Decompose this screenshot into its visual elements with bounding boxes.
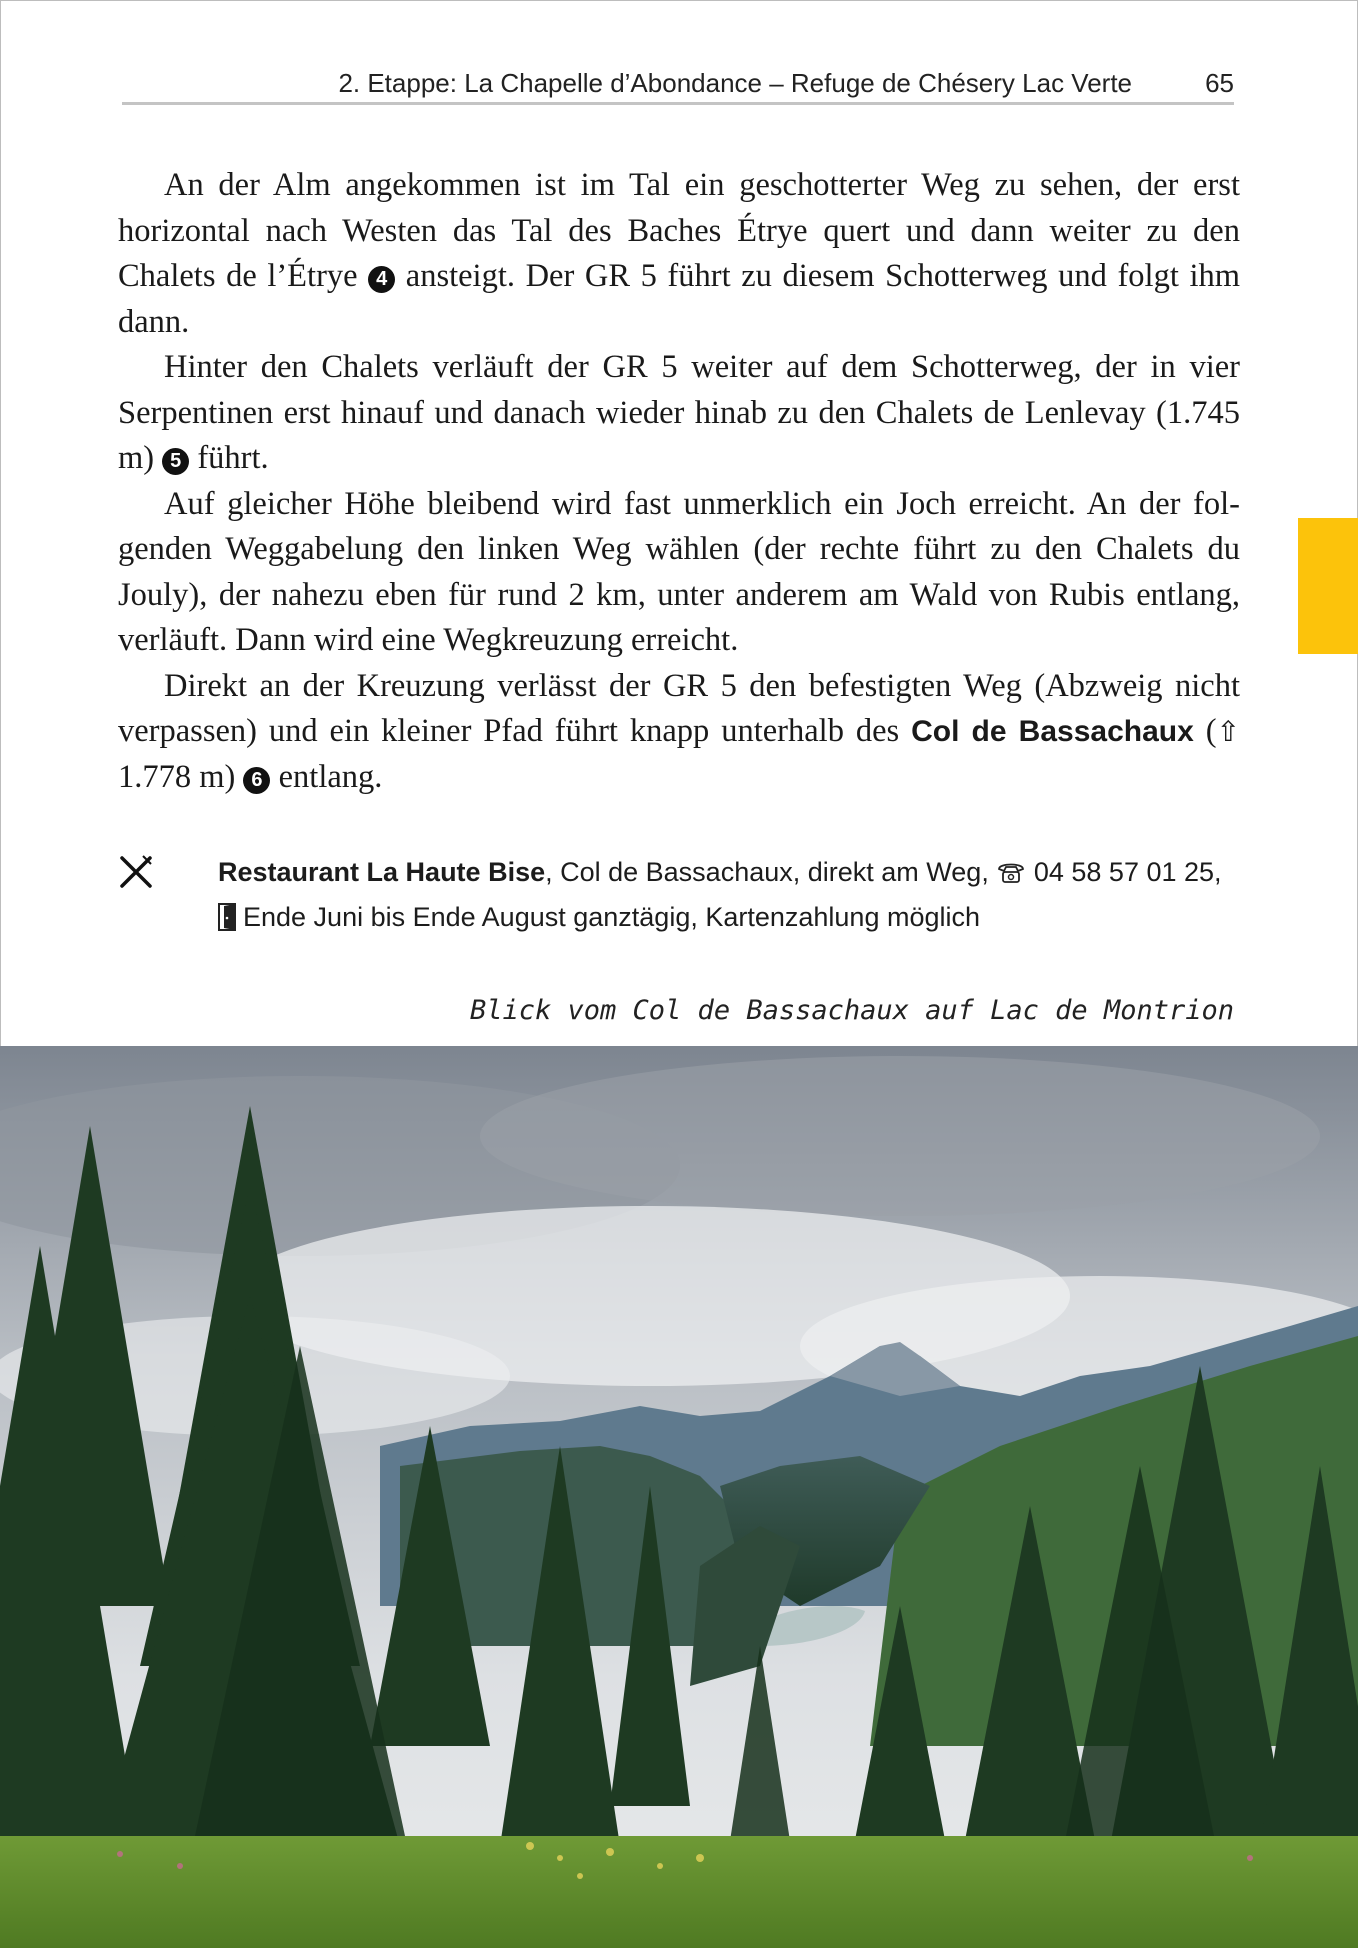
header-rule [122, 102, 1234, 105]
page-number: 65 [1205, 68, 1234, 98]
restaurant-line-1 [218, 850, 1222, 895]
restaurant-phone: 04 58 57 01 25, [1033, 857, 1222, 887]
paragraph-4-text-a: Direkt an der Kreuzung verlässt der GR 5 den befestigten Weg (Abzweig nicht verpassen) und ein kleiner Pfad führt knapp unterhalb des [118, 667, 1240, 749]
altitude-value: 1.778 m) [118, 758, 236, 795]
waypoint-marker-5: 5 [162, 448, 189, 475]
phone-icon [996, 860, 1026, 884]
paragraph-1-text-b: ansteigt. Der GR 5 führt zu diesem Schotterweg und folgt ihm dann. [118, 258, 1241, 340]
restaurant-name: Restaurant La Haute Bise [218, 857, 546, 887]
landscape-photo [0, 1046, 1358, 1948]
place-name-col-de-bassachaux: Col de Bassachaux [911, 715, 1194, 748]
paragraph-2-text-a: Hinter den Chalets verläuft der GR 5 weiter auf dem Schotterweg, der in vier Serpentinen erst hinauf und danach wieder hinab zu den Chalets de Lenlevay (1.745 m) [118, 349, 1240, 476]
paragraph-3: Auf gleicher Höhe bleibend wird fast unmerklich ein Joch erreicht. An der folgenden Weggabelung den linken Weg wählen (der rechte führt zu den Chalets du Jouly), der nahezu eben für rund 2 km, unter anderem am Wald von Rubis entlang, verläuft. Dann wird eine Wegkreuzung erreicht. [118, 485, 1240, 658]
photo-caption: Blick vom Col de Bassachaux auf Lac de Montrion [469, 995, 1234, 1026]
restaurant-icon [118, 854, 154, 890]
restaurant-hours: Ende Juni bis Ende August ganztägig, Kartenzahlung möglich [243, 902, 981, 932]
paragraph-1 [118, 163, 1240, 345]
body-text [118, 163, 1240, 800]
paragraph-1-text-a: An der Alm angekommen ist im Tal ein geschotterter Weg zu sehen, der erst horizontal nach Westen das Tal des Baches Étrye quert und dann weiter zu den Chalets de l’Étrye [118, 167, 1240, 294]
summit-arrow-icon: ⇧ [1216, 715, 1240, 748]
waypoint-marker-6: 6 [243, 767, 270, 794]
opening-hours-door-icon [218, 903, 238, 931]
restaurant-line-2 [218, 895, 980, 940]
paragraph-2 [118, 345, 1240, 482]
header-title: 2. Etappe: La Chapelle d’Abondance – Refuge de Chésery Lac Verte [338, 68, 1132, 98]
paragraph-2-text-b: führt. [197, 440, 269, 476]
running-header [122, 68, 1234, 102]
restaurant-details: , Col de Bassachaux, direkt am Weg, [545, 857, 989, 887]
paragraph-4 [118, 664, 1240, 801]
waypoint-marker-4: 4 [368, 266, 395, 293]
paragraph-4-text-e: entlang. [278, 758, 383, 795]
chapter-tab [1298, 518, 1358, 654]
paragraph-4-paren: ( [1205, 713, 1217, 749]
